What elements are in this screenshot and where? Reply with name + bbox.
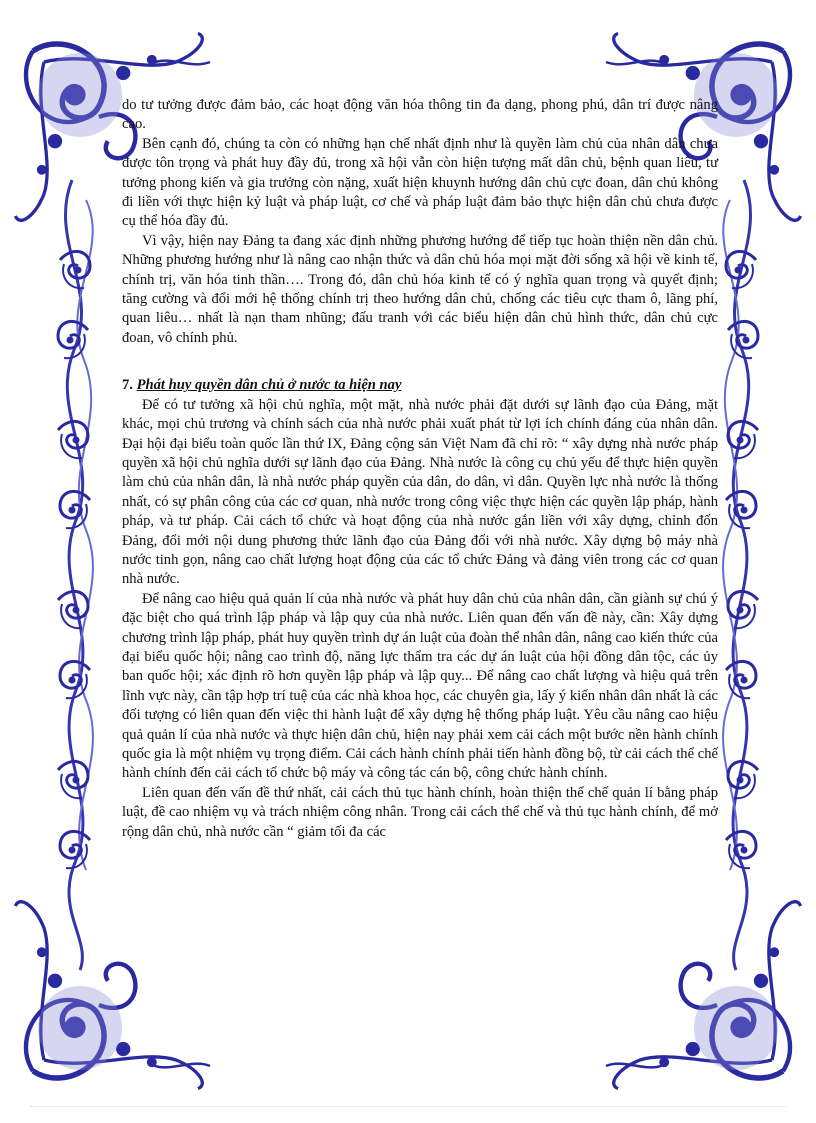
document-body: [122, 96, 718, 842]
section-title: Phát huy quyền dân chủ ở nước ta hiện nay: [136, 377, 402, 394]
paragraph: Để nâng cao hiệu quả quản lí của nhà nước và phát huy dân chủ của nhân dân, cần giành sự chú ý đặc biệt cho quá trình lập pháp và lập quy của nhà nước. Liên quan đến vấn đề này, cần: Xây dựng chương trình lập pháp, phát huy quyền trình dự án luật của đoàn thể nhân dân, nâng cao kiến thức của đại biểu quốc hội; nâng cao trình độ, năng lực thẩm tra các dự án luật của hội đồng dân tộc, các ủy ban quốc hội; xác định rõ hơn quyền lập pháp và lập quy... Để nâng cao chất lượng và hiệu quả trên lĩnh vực này, cần tập hợp trí tuệ của các nhà khoa học, các chuyên gia, lấy ý kiến nhân dân nhất là các đối tượng có liên quan đến việc thi hành luật để xây dựng hệ thống pháp luật. Yêu cầu nâng cao hiệu quả quản lí của nhà nước và thực hiện dân chủ, hiện nay phải xem cải cách một bước nền hành chính quốc gia là một nhiệm vụ trọng điểm. Cải cách hành chính phải tiến hành đồng bộ, từ cải cách thể chế hành chính đến cải cách tổ chức bộ máy và công tác cán bộ, công chức hành chính.: [122, 590, 718, 782]
paragraph: Để có tư tưởng xã hội chủ nghĩa, một mặt, nhà nước phải đặt dưới sự lãnh đạo của Đảng, mặt khác, mọi chủ trương và chính sách của nhà nước phải xuất phát từ lợi ích chính đáng của nhân dân. Đại hội đại biểu toàn quốc lần thứ IX, Đảng cộng sản Việt Nam đã chỉ rõ: “ xây dựng nhà nước pháp quyền xã hội chủ nghĩa dưới sự lãnh đạo của Đảng. Nhà nước là công cụ chủ yếu để thực hiện quyền làm chủ của nhân dân, là nhà nước pháp quyền của dân, do dân, vì dân. Quyền lực nhà nước là thống nhất, có sự phân công của các cơ quan, nhà nước trong công việc thực hiện các quyền lập pháp, hành pháp, và tư pháp. Cải cách tổ chức và hoạt động của nhà nước gắn liền với xây dựng, chỉnh đốn Đảng, đổi mới nội dung phương thức lãnh đạo của Đảng đối với nhà nước. Xây dựng bộ máy nhà nước tinh gọn, nâng cao chất lượng hoạt động của các tổ chức Đảng và đảng viên trong các cơ quan nhà nước.: [122, 396, 718, 588]
top-flourish: [150, 61, 666, 65]
right-vine-leaves: [726, 251, 758, 868]
paragraph: do tư tưởng được đảm bảo, các hoạt động văn hóa thông tin đa dạng, phong phú, dân trí được nâng cao.: [122, 97, 718, 133]
paragraph: Bên cạnh đó, chúng ta còn có những hạn chế nhất định như là quyền làm chủ của nhân dân chưa được tôn trọng và phát huy đầy đủ, trong xã hội vẫn còn hiện tượng mất dân chủ, bệnh quan liêu, tư tưởng phong kiến và gia trưởng còn nặng, xuất hiện khuynh hướng dân chủ cực đoan, dân chủ không đi liền với thực hiện kỷ luật và pháp luật, cơ chế và pháp luật đảm bảo thực hiện dân chủ chưa được cụ thể hóa đầy đủ.: [122, 135, 718, 230]
section-number: 7.: [122, 377, 133, 394]
left-vine-leaves: [58, 251, 90, 868]
section-heading: [122, 376, 718, 395]
bottom-flourish: [150, 1064, 666, 1068]
paragraph: Vì vậy, hiện nay Đảng ta đang xác định những phương hướng để tiếp tục hoàn thiện nền dân chủ. Những phương hướng như là nâng cao nhận thức và dân chủ hóa mọi mặt đời sống xã hội về kinh tế, chính trị, văn hóa tinh thần…. Trong đó, dân chủ hóa kinh tế có ý nghĩa quan trọng và quyết định; tăng cường và đổi mới hệ thống chính trị theo hướng dân chủ, chống các tiêu cực tham ô, lãng phí, quan liêu… nhất là nạn tham nhũng; đấu tranh với các biểu hiện dân chủ hình thức, dân chủ cực đoan, vô chính phủ.: [122, 232, 718, 346]
corner-ornament-bottom-right: [614, 902, 801, 1089]
paragraph: Liên quan đến vấn đề thứ nhất, cải cách thủ tục hành chính, hoàn thiện thể chế quản lí bằng pháp luật, đề cao nhiệm vụ và trách nhiệm công nhân. Trong cải cách thể chế và thủ tục hành chính, để mở rộng dân chủ, nhà nước cần “ giảm tối đa các: [122, 784, 718, 840]
corner-ornament-bottom-left: [15, 902, 202, 1089]
page-bottom-divider: [30, 1106, 786, 1107]
